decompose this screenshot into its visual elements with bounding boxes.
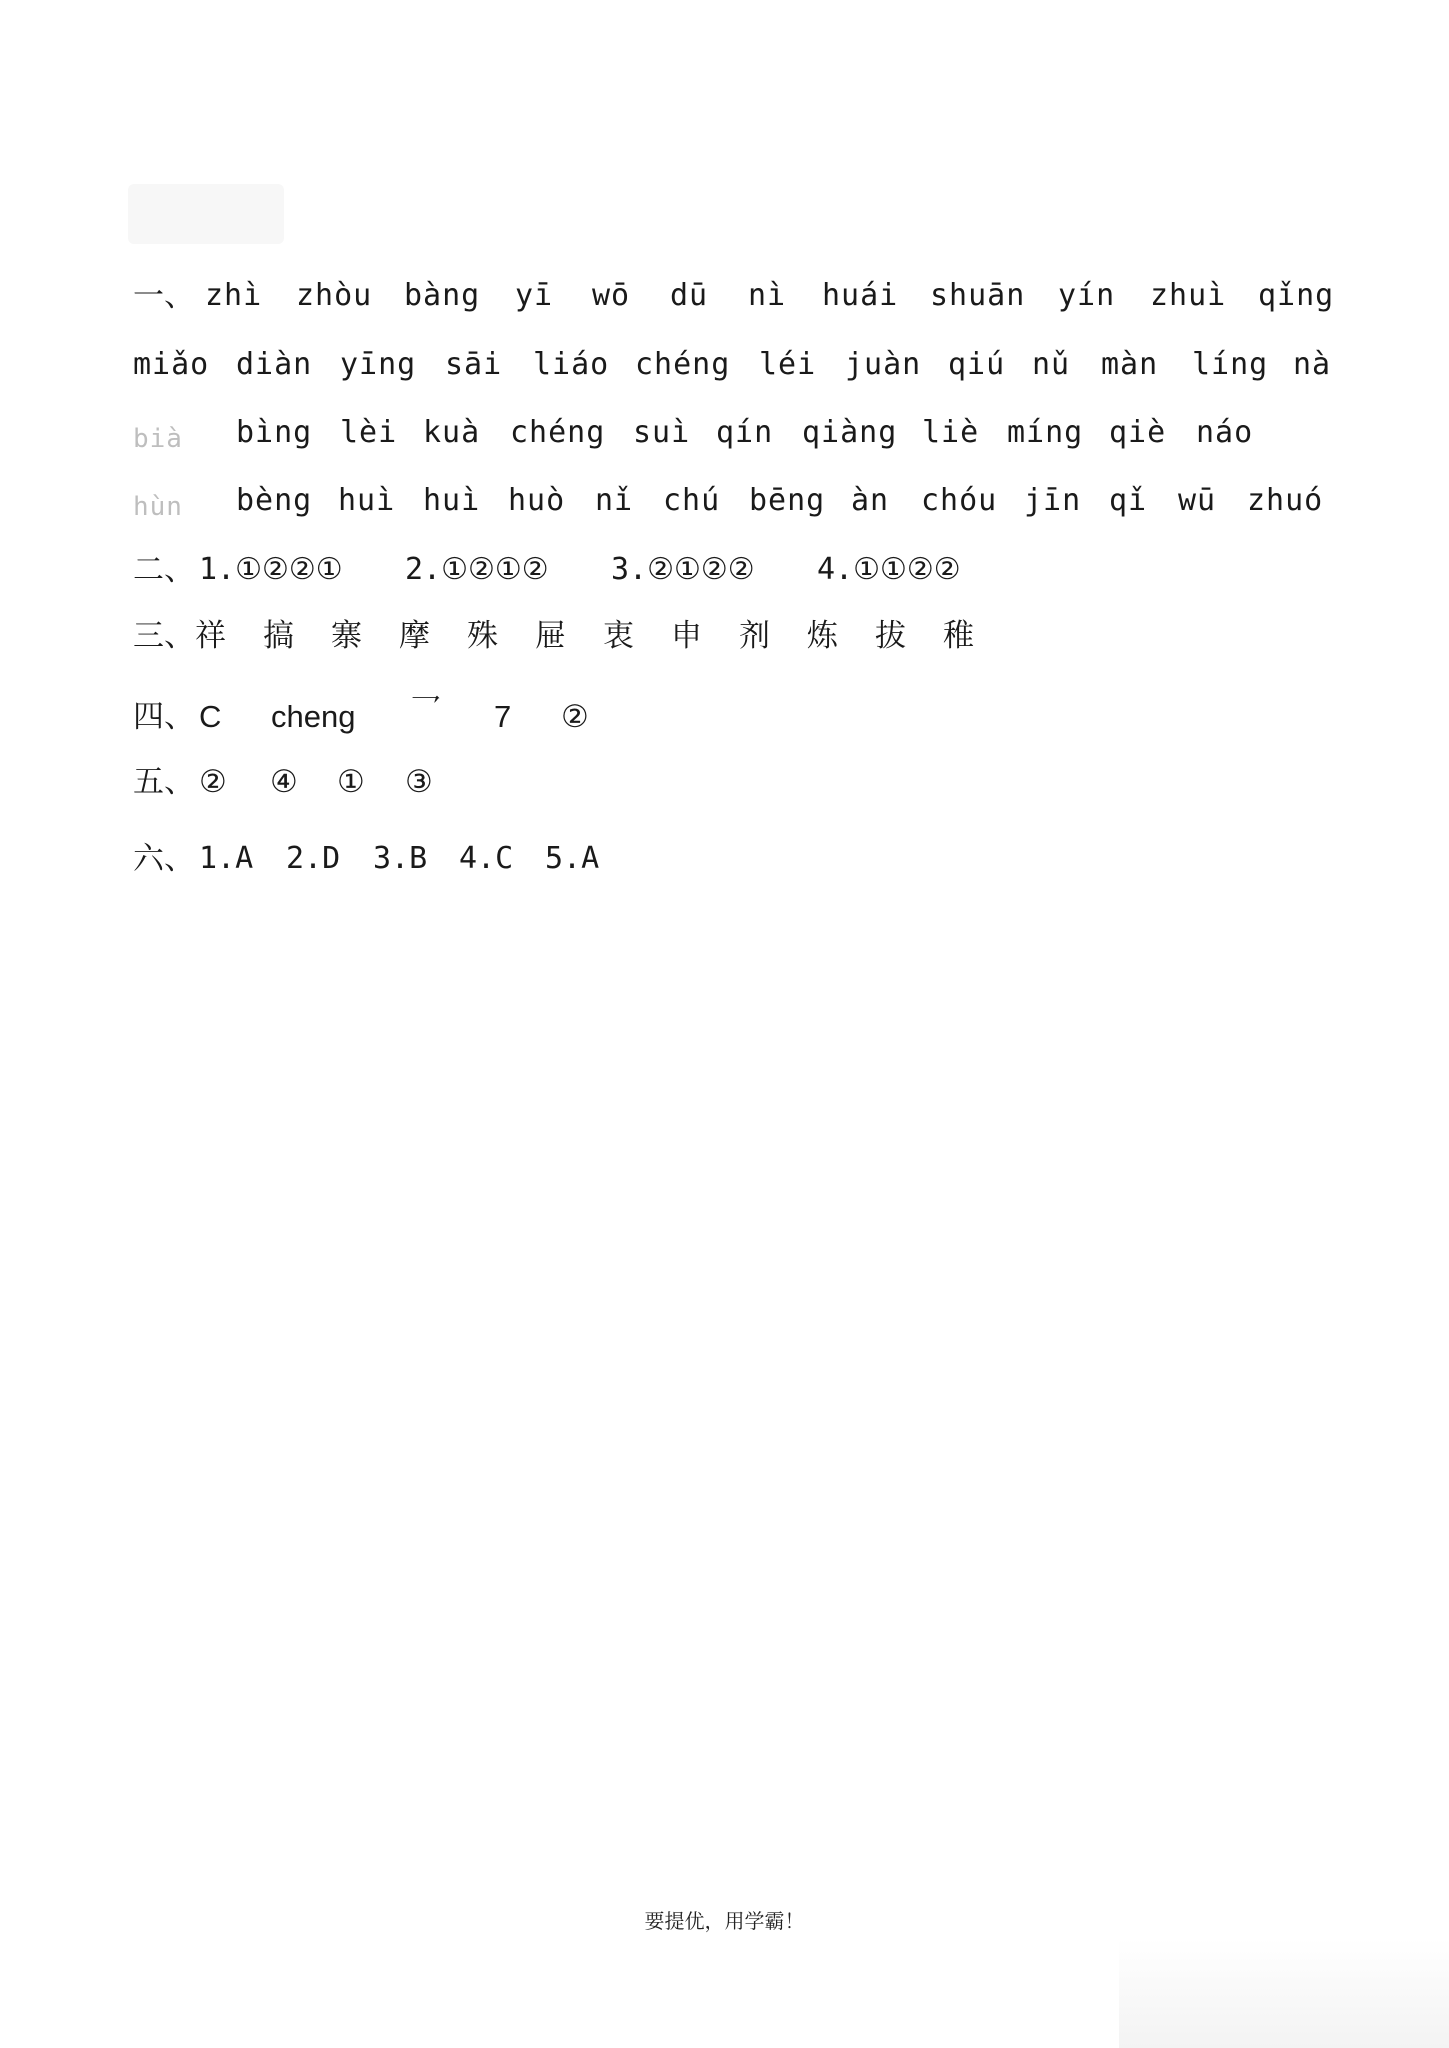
pinyin-word: màn: [1101, 347, 1159, 382]
pinyin-word: nǔ: [1032, 347, 1071, 382]
pinyin-word: wō: [592, 278, 631, 313]
pinyin-word: nà: [1293, 347, 1332, 382]
hanzi-answer: 寨: [331, 618, 362, 654]
pinyin-word: qín: [716, 415, 774, 450]
pinyin-word: zhòu: [296, 278, 373, 313]
pinyin-word: diàn: [236, 347, 313, 382]
pinyin-word: qiàng: [802, 415, 898, 450]
answer-item: 4.C: [459, 841, 514, 876]
pinyin-word: huì: [423, 483, 481, 518]
pinyin-word: chéng: [635, 347, 731, 382]
pinyin-word: chú: [663, 483, 721, 518]
answer-item: 5.A: [545, 841, 600, 876]
pinyin-word: liè: [922, 415, 980, 450]
answer-item: 7: [494, 699, 512, 734]
pinyin-word: zhuó: [1247, 483, 1324, 518]
pinyin-word: nì: [748, 278, 787, 313]
answer-item: ②: [561, 699, 589, 734]
pinyin-word: dū: [670, 278, 709, 313]
section3-label: 三、: [133, 618, 195, 654]
pinyin-word: bìng: [236, 415, 313, 450]
hanzi-answer: 申: [671, 618, 702, 654]
pinyin-word: yī: [515, 278, 554, 313]
pinyin-word: míng: [1007, 415, 1084, 450]
answer-item: 4.①①②②: [817, 552, 961, 587]
section6-label: 六、: [133, 841, 195, 877]
hanzi-answer: 剂: [739, 618, 770, 654]
pinyin-word: zhì: [205, 278, 263, 313]
hanzi-answer: 炼: [807, 618, 838, 654]
section2-label: 二、: [133, 552, 195, 588]
stroke-answer: 乛: [410, 693, 441, 728]
pinyin-word: sāi: [445, 347, 503, 382]
answer-item: ③: [405, 764, 433, 799]
faded-pinyin-fragment: bià: [133, 424, 183, 454]
section3-row: [133, 616, 1389, 657]
section1-label: 一、: [133, 278, 195, 314]
answer-item: C: [199, 699, 222, 734]
pinyin-word: náo: [1196, 415, 1254, 450]
pinyin-word: qiè: [1109, 415, 1167, 450]
answer-item: 2.①②①②: [405, 552, 549, 587]
faded-pinyin-fragment: hùn: [133, 492, 183, 522]
answer-item: 1.A: [199, 841, 254, 876]
hanzi-answer: 殊: [467, 618, 498, 654]
pinyin-word: suì: [633, 415, 691, 450]
pinyin-word: huì: [338, 483, 396, 518]
hanzi-answer: 稚: [943, 618, 974, 654]
answer-item: 3.B: [373, 841, 428, 876]
pinyin-word: jīn: [1024, 483, 1082, 518]
pinyin-word: nǐ: [595, 483, 634, 518]
pinyin-word: yín: [1058, 278, 1116, 313]
pinyin-word: yīng: [340, 347, 417, 382]
pinyin-word: àn: [851, 483, 890, 518]
pinyin-word: qǐ: [1109, 483, 1148, 518]
answer-item: ④: [270, 764, 298, 799]
pinyin-word: léi: [759, 347, 817, 382]
answer-item: ①: [337, 764, 365, 799]
pinyin-word: kuà: [423, 415, 481, 450]
answer-item: 2.D: [286, 841, 341, 876]
hanzi-answer: 摩: [399, 618, 430, 654]
hanzi-answer: 搞: [263, 618, 294, 654]
hanzi-answer: 屉: [535, 618, 566, 654]
scan-corner-shadow: [1119, 1938, 1449, 2048]
pinyin-word: zhuì: [1150, 278, 1227, 313]
hanzi-answer: 祥: [195, 618, 226, 654]
answer-item: cheng: [271, 699, 356, 734]
pinyin-word: bèng: [236, 483, 313, 518]
pinyin-word: huái: [822, 278, 899, 313]
pinyin-word: liáo: [533, 347, 610, 382]
answer-item: 1.①②②①: [199, 552, 343, 587]
pinyin-word: chóu: [921, 483, 998, 518]
section5-label: 五、: [133, 764, 195, 800]
pinyin-word: qǐng: [1258, 278, 1335, 313]
pinyin-word: qiú: [948, 347, 1006, 382]
answer-item: ②: [199, 764, 227, 799]
pinyin-word: lèi: [340, 415, 398, 450]
hanzi-answer: 衷: [603, 618, 634, 654]
pinyin-word: wū: [1178, 483, 1217, 518]
section4-label: 四、: [133, 699, 195, 735]
page-footer-slogan: 要提优，用学霸！: [644, 1909, 805, 1933]
pinyin-word: juàn: [845, 347, 922, 382]
pinyin-word: líng: [1192, 347, 1269, 382]
pinyin-word: bàng: [404, 278, 481, 313]
hanzi-answer: 拔: [875, 618, 906, 654]
pinyin-word: chéng: [510, 415, 606, 450]
blurred-header-stamp: [128, 184, 284, 244]
pinyin-word: huò: [508, 483, 566, 518]
pinyin-word: shuān: [930, 278, 1026, 313]
answer-item: 3.②①②②: [611, 552, 755, 587]
pinyin-word: miǎo: [133, 347, 210, 382]
pinyin-word: bēng: [749, 483, 826, 518]
